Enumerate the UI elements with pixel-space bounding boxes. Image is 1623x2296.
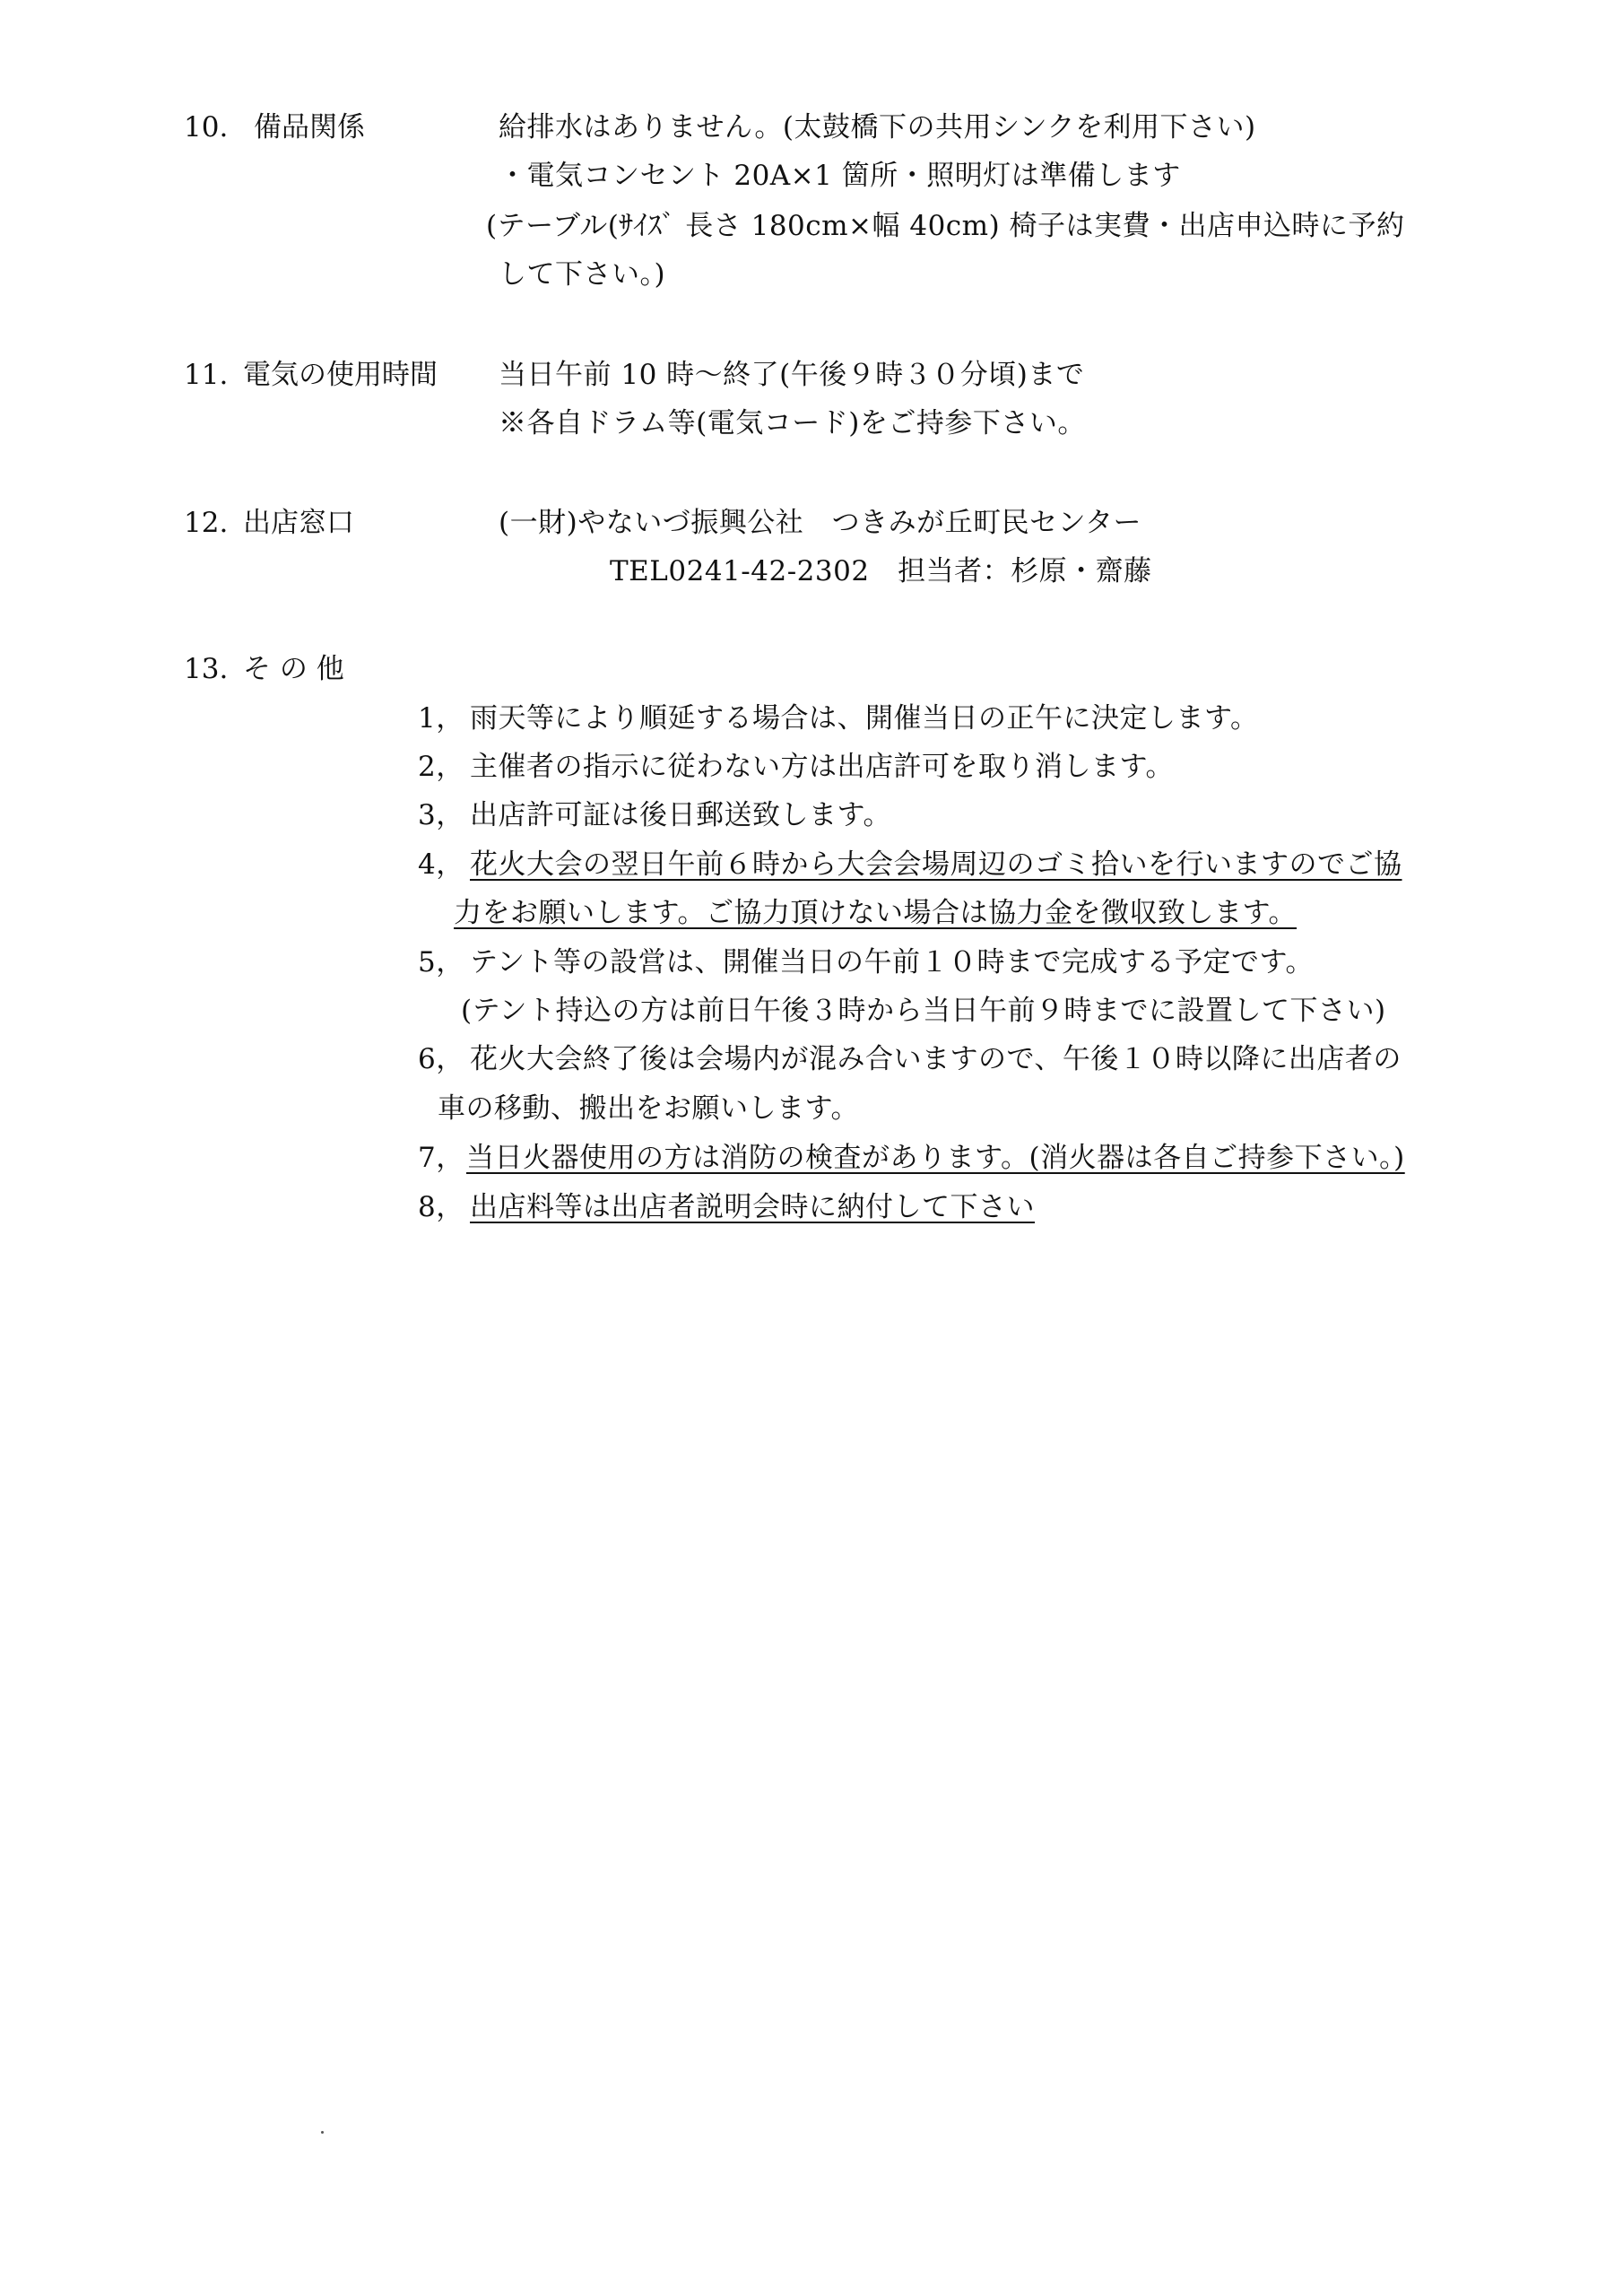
section-line: 当日午前 10 時～終了(午後９時３０分頃)まで [499, 359, 1085, 391]
item-text: 出店許可証は後日郵送致します。 [470, 799, 892, 831]
section-number: 10. [184, 111, 229, 144]
section-line: して下さい。) [499, 258, 666, 291]
item-text: 主催者の指示に従わない方は出店許可を取り消します。 [470, 751, 1175, 783]
item-number: 8， [418, 1191, 464, 1223]
item-text: 雨天等により順延する場合は、開催当日の正午に決定します。 [470, 702, 1259, 735]
item-number: 7， [418, 1142, 464, 1174]
section-title: 備品関係 [254, 111, 365, 144]
item-number: 4， [418, 848, 464, 881]
section-title: 出店窓口 [243, 507, 354, 539]
item-text-underlined: 花火大会の翌日午前６時から大会会場周辺のゴミ拾いを行いますのでご協 [470, 848, 1402, 881]
section-title: 電気の使用時間 [243, 359, 438, 391]
item-text-continuation: (テント持込の方は前日午後３時から当日午前９時までに設置して下さい) [461, 995, 1386, 1027]
item-text-continuation-underlined: 力をお願いします。ご協力頂けない場合は協力金を徴収致します。 [454, 897, 1298, 929]
item-text: 花火大会終了後は会場内が混み合いますので、午後１０時以降に出店者の [470, 1043, 1402, 1075]
section-line: ・電気コンセント 20A×1 箇所・照明灯は準備します [499, 160, 1181, 192]
section-number: 12. [184, 507, 229, 539]
item-number: 2， [418, 751, 464, 783]
item-text-underlined: 当日火器使用の方は消防の検査があります。(消火器は各自ご持参下さい。) [466, 1142, 1405, 1174]
section-title: そ の 他 [243, 653, 344, 685]
scan-speck [321, 2131, 324, 2134]
item-number: 3， [418, 799, 464, 831]
section-line: (テーブル(ｻｲｽﾞ 長さ 180cm×幅 40cm) 椅子は実費・出店申込時に予約 [486, 210, 1405, 242]
item-text-continuation: 車の移動、搬出をお願いします。 [438, 1092, 860, 1125]
section-line: TEL0241-42-2302 担当者：杉原・齋藤 [610, 555, 1152, 587]
section-line: ※各自ドラム等(電気コード)をご持参下さい。 [499, 407, 1086, 439]
section-number: 13. [184, 653, 229, 685]
item-number: 1， [418, 702, 464, 735]
item-number: 5， [418, 946, 464, 978]
section-number: 11. [184, 359, 229, 391]
item-number: 6， [418, 1043, 464, 1075]
section-line: 給排水はありません。(太鼓橋下の共用シンクを利用下さい) [499, 111, 1256, 144]
section-line: (一財)やないづ振興公社 つきみが丘町民センター [499, 507, 1141, 539]
item-text: テント等の設営は、開催当日の午前１０時まで完成する予定です。 [470, 946, 1314, 978]
item-text-underlined: 出店料等は出店者説明会時に納付して下さい [470, 1191, 1035, 1223]
